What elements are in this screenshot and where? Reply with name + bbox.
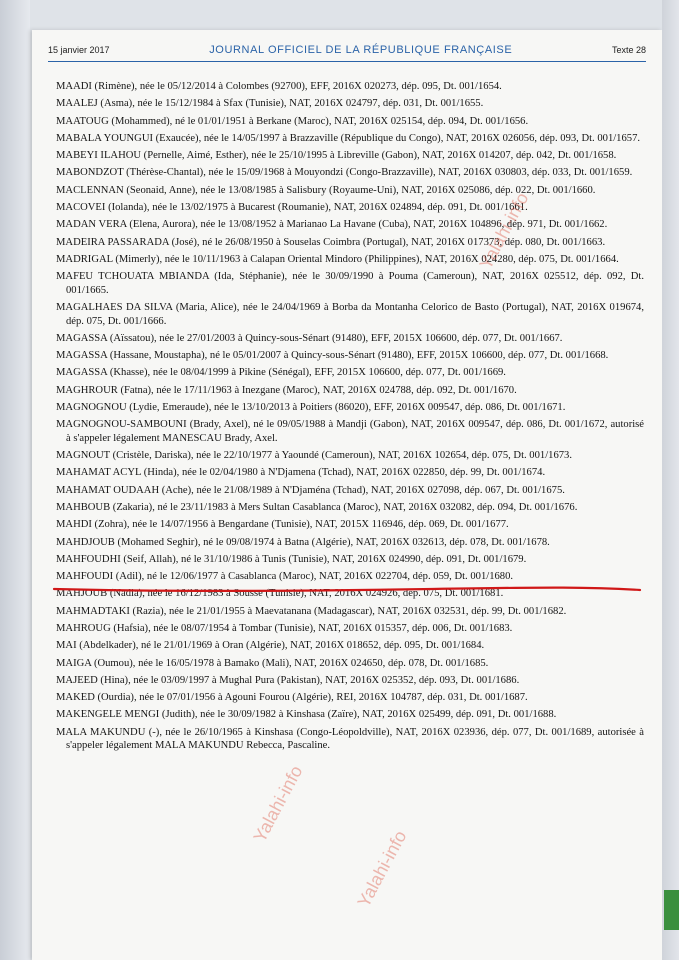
list-entry-highlighted: MAHAMAT ACYL (Hinda), née le 02/04/1980 à N'Djamena (Tchad), NAT, 2016X 022850, dép. 99, Dt. 001/1674. [56,467,546,479]
watermark-text: Yalahi-info [249,762,307,846]
list-entry: MAALEJ (Asma), née le 15/12/1984 à Sfax (Tunisie), NAT, 2016X 024797, dép. 031, Dt. 001/1655. [56,98,484,110]
list-entry: MACLENNAN (Seonaid, Anne), née le 13/08/1985 à Salisbury (Royaume-Uni), NAT, 2016X 025086, dép. 022, Dt. 001/1660. [56,184,596,196]
list-entry: MAGALHAES DA SILVA (Maria, Alice), née le 24/04/1969 à Borba da Montanha Celorico de Basto (Portugal), NAT, 2016X 019674, dép. 075, Dt. 001/1666. [56,301,644,327]
list-entry: MAKENGELE MENGI (Judith), née le 30/09/1982 à Kinshasa (Zaïre), NAT, 2016X 025499, dép. 091, Dt. 001/1688. [56,709,557,721]
header-rule [48,61,646,62]
list-entry: MAATOUG (Mohammed), né le 01/01/1951 à Berkane (Maroc), NAT, 2016X 025154, dép. 094, Dt. 001/1656. [56,115,529,127]
list-entry: MAKED (Ourdia), née le 07/01/1956 à Agouni Fourou (Algérie), REI, 2016X 104787, dép. 031, Dt. 001/1687. [56,692,528,704]
list-entry: MACOVEI (Iolanda), née le 13/02/1975 à Bucarest (Roumanie), NAT, 2016X 024894, dép. 091, Dt. 001/1661. [56,201,528,213]
list-entry: MAHBOUB (Zakaria), né le 23/11/1983 à Mers Sultan Casablanca (Maroc), NAT, 2016X 032082, dép. 094, Dt. 001/1676. [56,501,578,513]
green-corner-tab [664,890,679,930]
list-entry: MAADI (Rimène), née le 05/12/2014 à Colombes (92700), EFF, 2016X 020273, dép. 095, Dt. 001/1654. [56,81,502,92]
list-entry: MAGASSA (Hassane, Moustapha), né le 05/01/2007 à Quincy-sous-Sénart (91480), EFF, 2015X 106600, dép. 077, Dt. 001/1668. [56,350,609,362]
header-texte-number: Texte 28 [611,45,646,55]
list-entry: MABEYI ILAHOU (Pernelle, Aimé, Esther), née le 25/10/1995 à Libreville (Gabon), NAT, 2016X 014207, dép. 042, Dt. 001/1658. [56,150,617,162]
document-page [32,30,662,960]
list-entry: MADEIRA PASSARADA (José), né le 26/08/1950 à Souselas Coimbra (Portugal), NAT, 2016X 017373, dép. 080, Dt. 001/1663. [56,236,606,248]
scan-left-edge [0,0,30,960]
list-entry: MAI (Abdelkader), né le 21/01/1969 à Oran (Algérie), NAT, 2016X 018652, dép. 095, Dt. 001/1684. [56,640,485,652]
list-entry: MAHMADTAKI (Razia), née le 21/01/1955 à Maevatanana (Madagascar), NAT, 2016X 032531, dép. 99, Dt. 001/1682. [56,605,567,617]
list-entry: MADRIGAL (Mimerly), née le 10/11/1963 à Calapan Oriental Mindoro (Philippines), NAT, 2016X 024280, dép. 075, Dt. 001/1664. [56,253,619,265]
list-entry: MALA MAKUNDU (-), née le 26/10/1965 à Kinshasa (Congo-Léopoldville), NAT, 2016X 023936, dép. 077, Dt. 001/1689, autorisée à s'appeler légalement MALA MAKUNDU Rebecca, Pascaline. [56,726,644,752]
list-entry: MAHFOUDI (Adil), né le 12/06/1977 à Casablanca (Maroc), NAT, 2016X 022704, dép. 059, Dt. 001/1680. [56,571,514,583]
list-entry: MAHDI (Zohra), née le 14/07/1956 à Bengardane (Tunisie), NAT, 2015X 116946, dép. 069, Dt. 001/1677. [56,519,509,531]
list-entry: MAGNOGNOU (Lydie, Emeraude), née le 13/10/2013 à Poitiers (86020), EFF, 2016X 009547, dép. 086, Dt. 001/1671. [56,401,566,413]
list-entry: MADAN VERA (Elena, Aurora), née le 13/08/1952 à Marianao La Havane (Cuba), NAT, 2016X 104896, dép. 971, Dt. 001/1662. [56,219,608,231]
list-entry: MAGASSA (Aïssatou), née le 27/01/2003 à Quincy-sous-Sénart (91480), EFF, 2015X 106600, dép. 077, Dt. 001/1667. [56,332,563,344]
naturalization-list [56,80,644,757]
list-entry: MAGNOGNOU-SAMBOUNI (Brady, Axel), né le 09/05/1988 à Mandji (Gabon), NAT, 2016X 009547, dép. 086, Dt. 001/1672, autorisé à s'appeler légalement MANESCAU Brady, Axel. [56,419,644,444]
list-entry: MAHJOUB (Nadia), née le 16/12/1983 à Sousse (Tunisie), NAT, 2016X 024926, dép. 075, Dt. 001/1681. [56,588,504,600]
list-entry: MAHFOUDHI (Seif, Allah), né le 31/10/1986 à Tunis (Tunisie), NAT, 2016X 024990, dép. 091, Dt. 001/1679. [56,553,527,565]
page-header [48,40,646,60]
header-title: JOURNAL OFFICIEL DE LA RÉPUBLIQUE FRANÇAISE [209,44,513,56]
list-entry: MABONDZOT (Thérèse-Chantal), née le 15/09/1968 à Mouyondzi (Congo-Brazzaville), NAT, 2016X 030803, dép. 033, Dt. 001/1659. [56,167,633,179]
list-entry: MAFEU TCHOUATA MBIANDA (Ida, Stéphanie), née le 30/09/1990 à Pouma (Cameroun), NAT, 2016X 025512, dép. 092, Dt. 001/1665. [56,271,644,296]
header-date: 15 janvier 2017 [48,45,110,55]
list-entry: MAHDJOUB (Mohamed Seghir), né le 09/08/1974 à Batna (Algérie), NAT, 2016X 032613, dép. 078, Dt. 001/1678. [56,536,550,548]
list-entry: MAGASSA (Khasse), née le 08/04/1999 à Pikine (Sénégal), EFF, 2015X 106600, dép. 077, Dt. 001/1669. [56,367,506,379]
watermark-text: Yalahi-info [475,189,533,273]
list-entry: MAHAMAT OUDAAH (Ache), née le 21/08/1989 à N'Djaména (Tchad), NAT, 2016X 027098, dép. 067, Dt. 001/1675. [56,484,565,496]
list-entry: MAGNOUT (Cristèle, Dariska), née le 22/10/1977 à Yaoundé (Cameroun), NAT, 2016X 102654, dép. 075, Dt. 001/1673. [56,450,572,462]
watermark-text: Yalahi-info [353,827,411,911]
list-entry: MAGHROUR (Fatna), née le 17/11/1963 à Inezgane (Maroc), NAT, 2016X 024788, dép. 092, Dt. 001/1670. [56,384,517,396]
list-entry: MAJEED (Hina), née le 03/09/1997 à Mughal Pura (Pakistan), NAT, 2016X 025352, dép. 093, Dt. 001/1686. [56,674,520,686]
list-entry: MABALA YOUNGUI (Exaucée), née le 14/05/1997 à Brazzaville (République du Congo), NAT, 2016X 026056, dép. 093, Dt. 001/1657. [56,132,641,144]
list-entry: MAHROUG (Hafsia), née le 08/07/1954 à Tombar (Tunisie), NAT, 2016X 015357, dép. 006, Dt. 001/1683. [56,622,513,634]
list-entry: MAIGA (Oumou), née le 16/05/1978 à Bamako (Mali), NAT, 2016X 024650, dép. 078, Dt. 001/1685. [56,657,489,669]
scan-right-edge [662,0,679,960]
